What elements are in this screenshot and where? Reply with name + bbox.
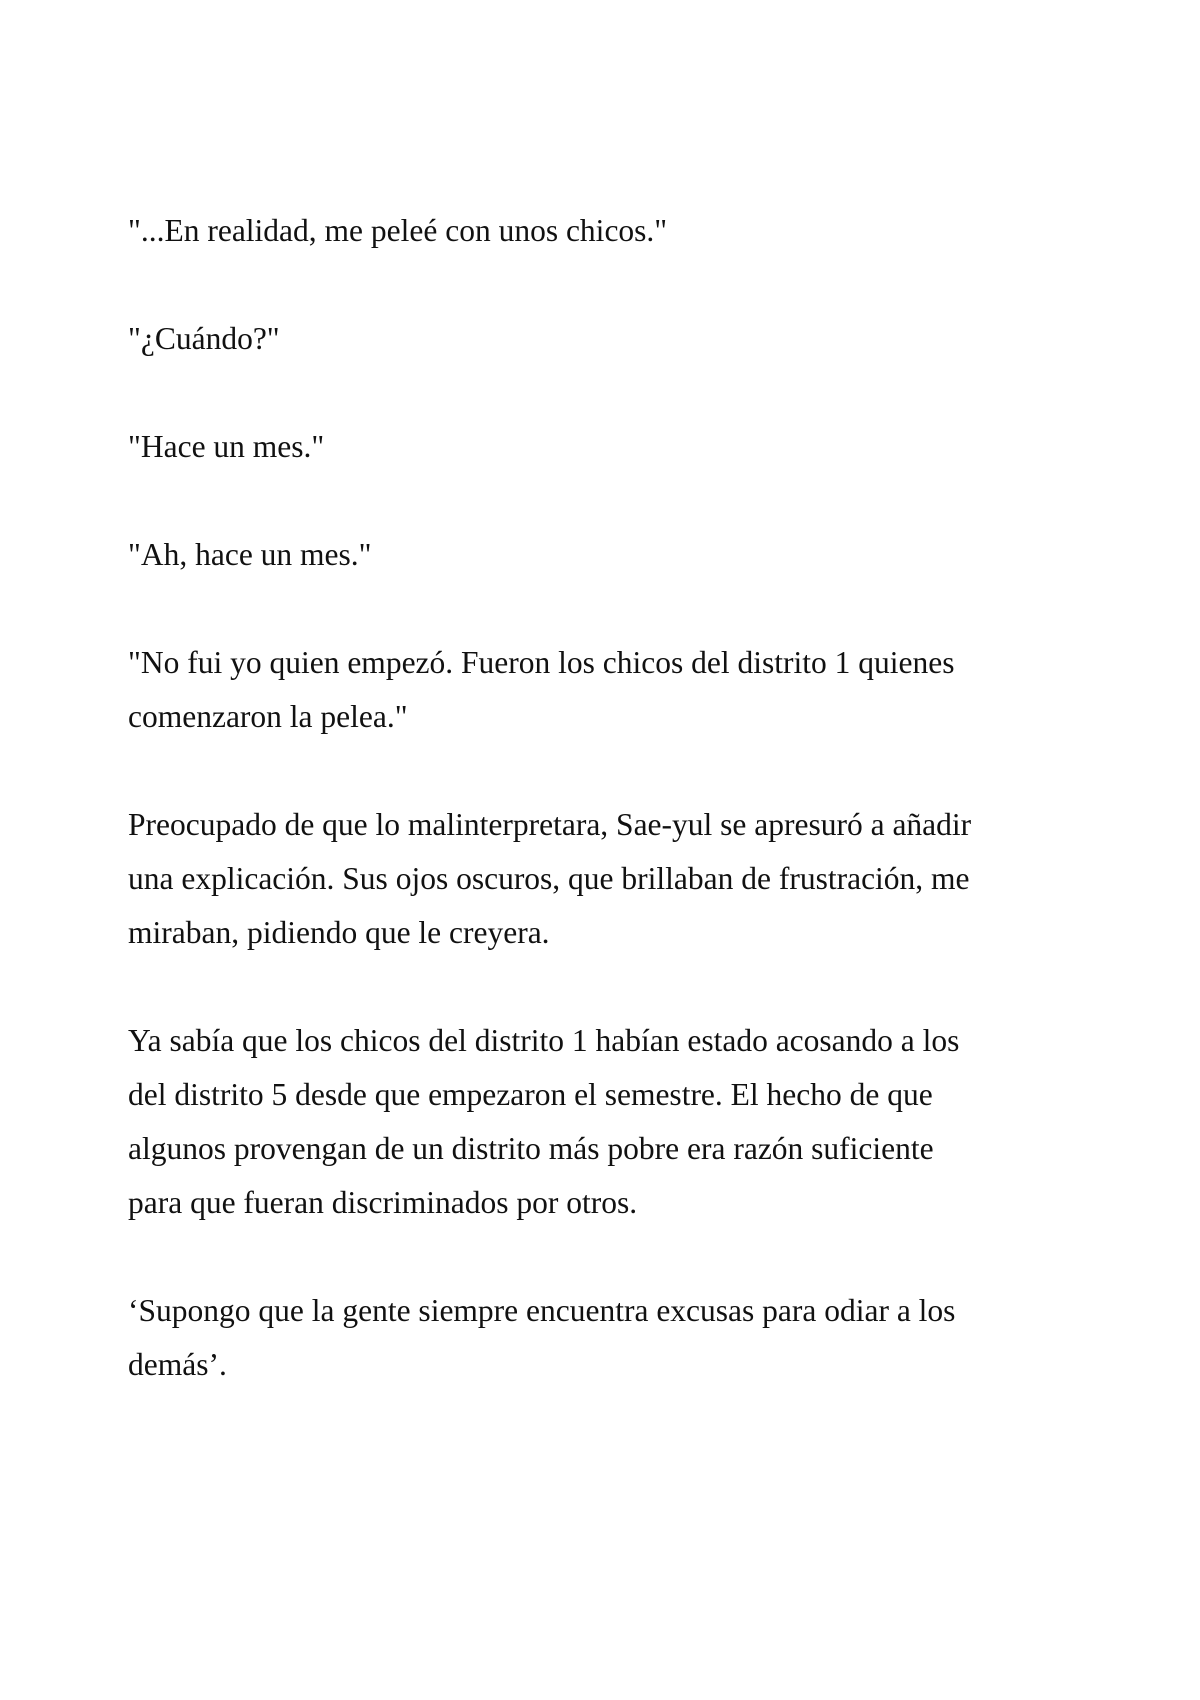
text-line: Ya sabía que los chicos del distrito 1 habían estado acosando a los	[128, 1023, 960, 1058]
text-line: del distrito 5 desde que empezaron el semestre. El hecho de que	[128, 1077, 933, 1112]
paragraph-dialogue-1	[128, 204, 1088, 258]
text-line: ‘Supongo que la gente siempre encuentra excusas para odiar a los	[128, 1293, 956, 1328]
paragraph-narration-1	[128, 798, 1088, 960]
text-line: para que fueran discriminados por otros.	[128, 1185, 638, 1220]
text-line: Preocupado de que lo malinterpretara, Sae-yul se apresuró a añadir	[128, 807, 972, 842]
text-line: "¿Cuándo?"	[128, 321, 280, 356]
paragraph-dialogue-3	[128, 420, 1088, 474]
body-text	[128, 204, 1088, 1446]
text-line: demás’.	[128, 1347, 227, 1382]
text-line: "...En realidad, me peleé con unos chicos."	[128, 213, 668, 248]
text-line: "Hace un mes."	[128, 429, 325, 464]
paragraph-dialogue-4	[128, 528, 1088, 582]
text-line: comenzaron la pelea."	[128, 699, 408, 734]
text-line: "No fui yo quien empezó. Fueron los chicos del distrito 1 quienes	[128, 645, 955, 680]
paragraph-dialogue-2	[128, 312, 1088, 366]
text-line: algunos provengan de un distrito más pobre era razón suficiente	[128, 1131, 934, 1166]
text-line: una explicación. Sus ojos oscuros, que brillaban de frustración, me	[128, 861, 970, 896]
paragraph-narration-2	[128, 1014, 1088, 1230]
text-line: "Ah, hace un mes."	[128, 537, 372, 572]
text-line: miraban, pidiendo que le creyera.	[128, 915, 550, 950]
paragraph-thought	[128, 1284, 1088, 1392]
paragraph-dialogue-5	[128, 636, 1088, 744]
